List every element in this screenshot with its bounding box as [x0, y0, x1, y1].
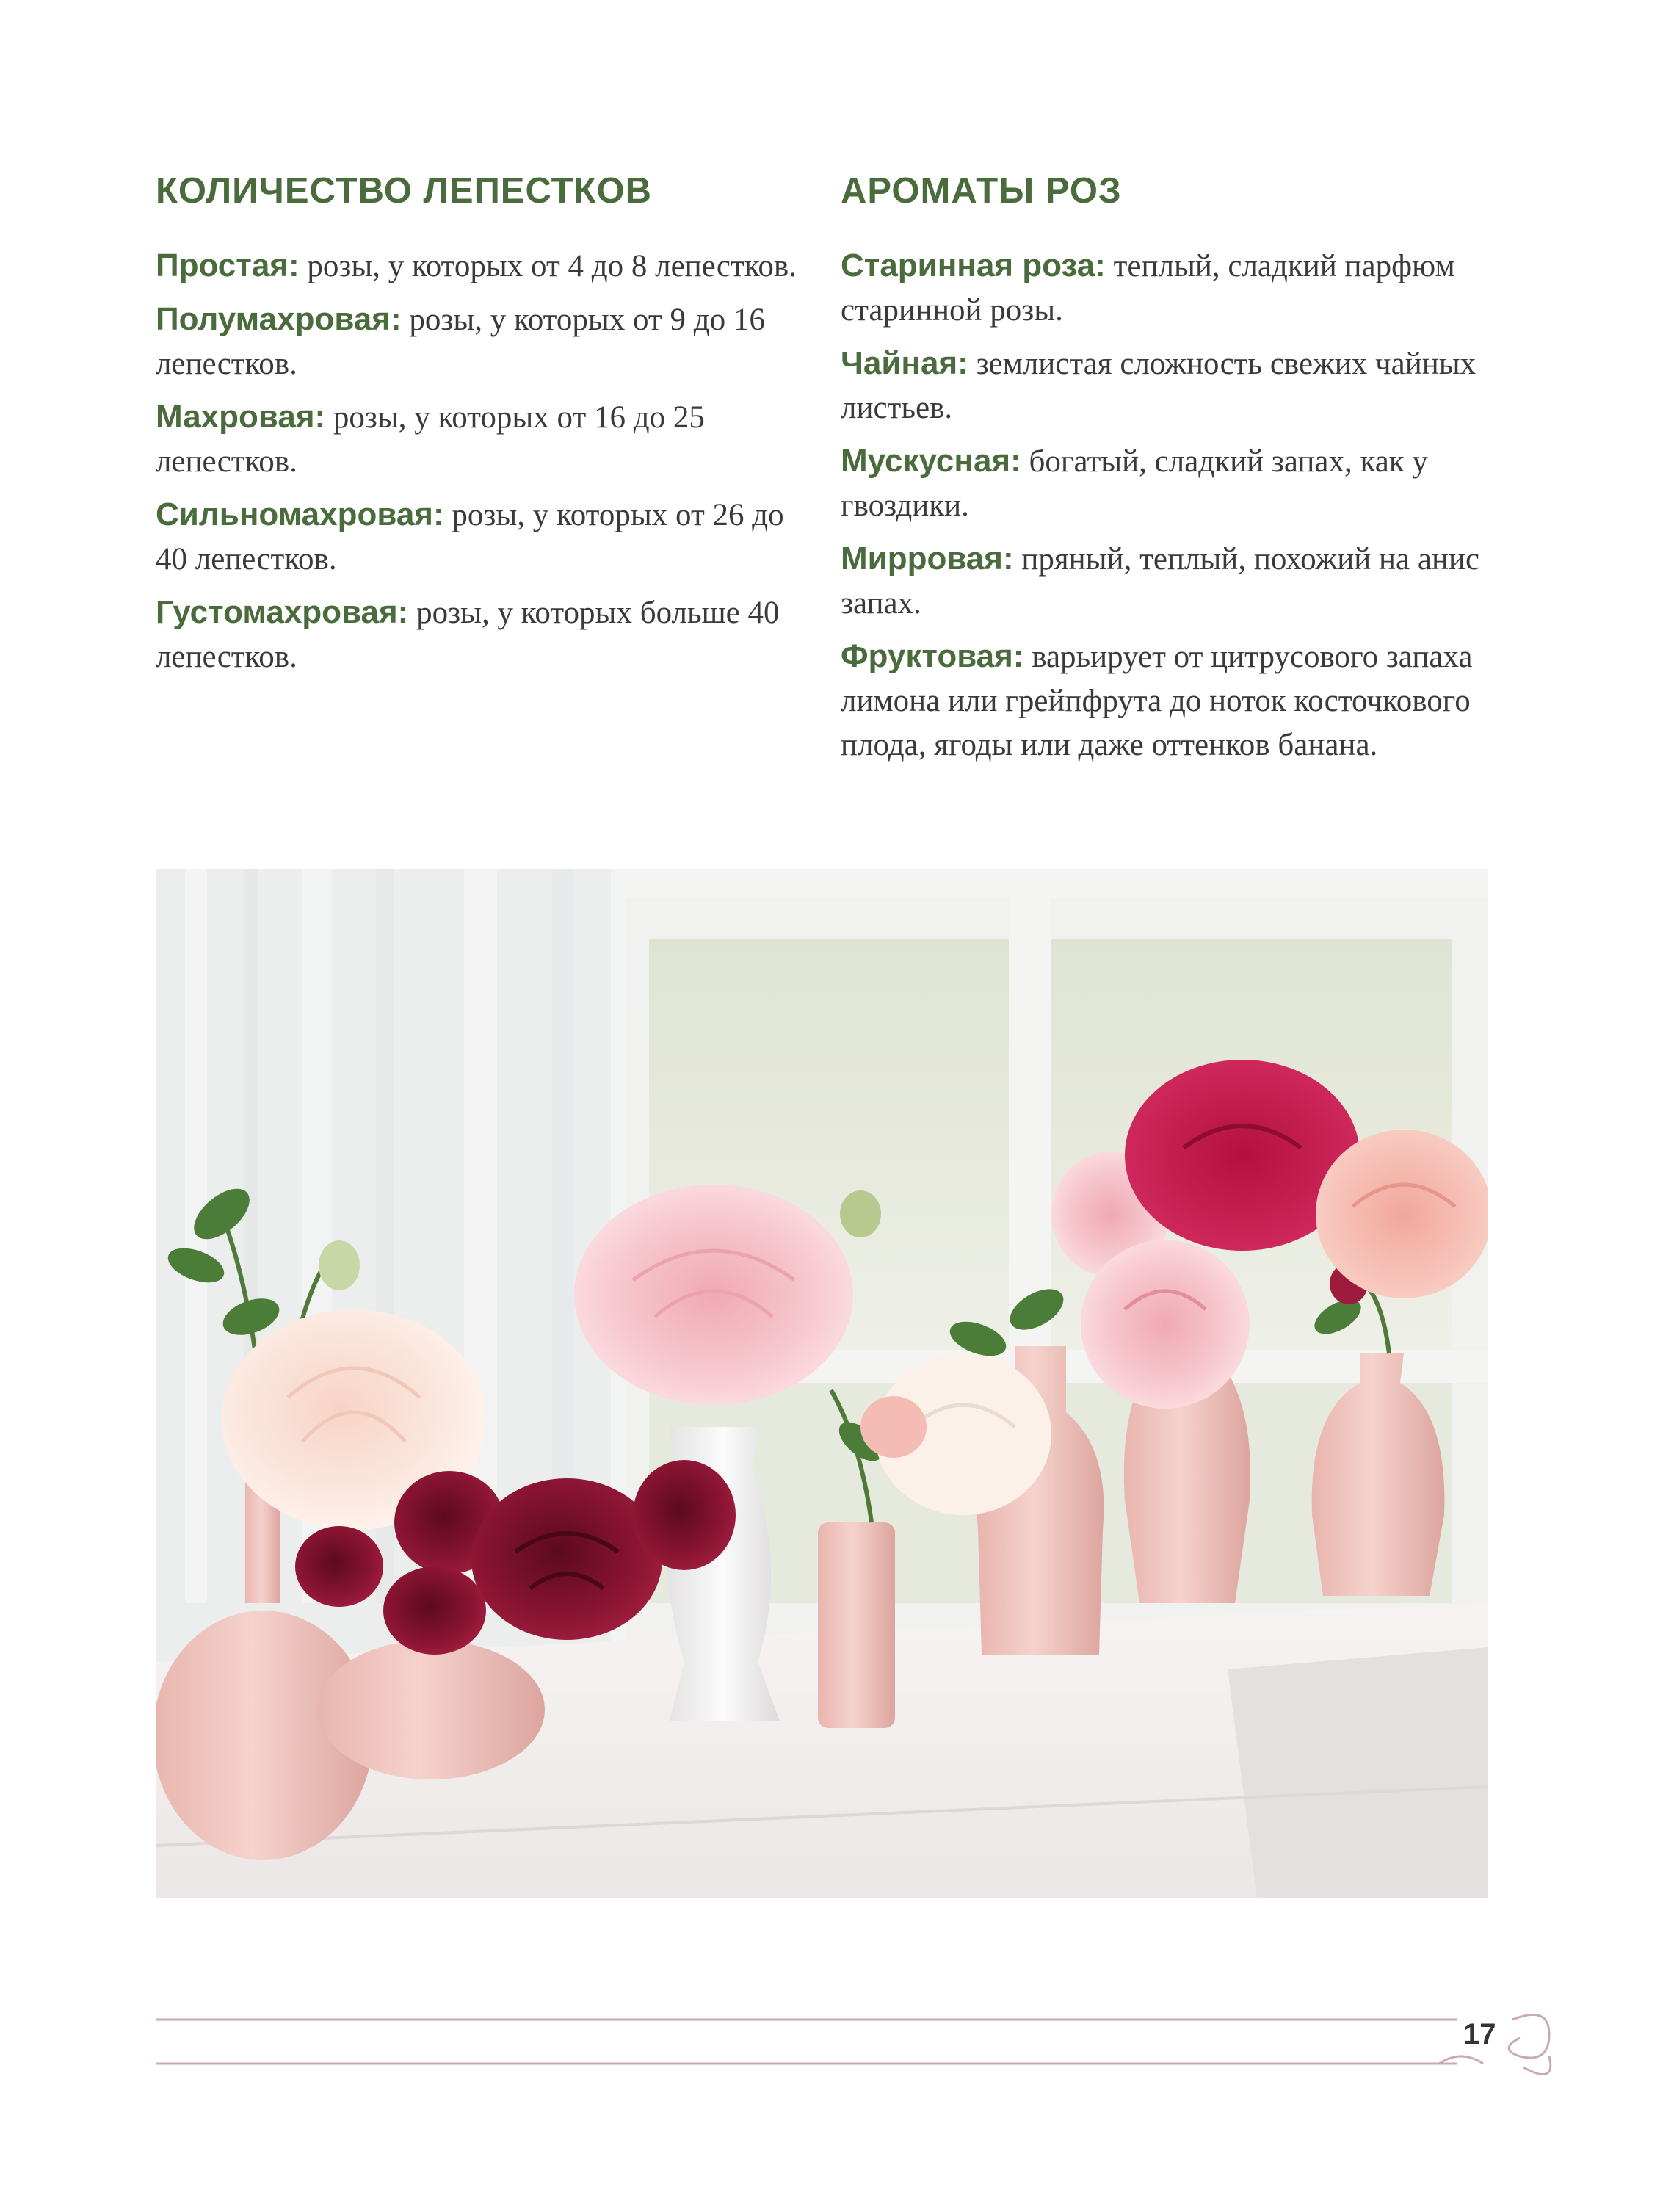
page-number: 17 — [1463, 2018, 1496, 2050]
entry-text: варьирует от цитрусового запаха лимона или грейпфрута до ноток косточкового плода, ягоды или даже оттенков банана. — [841, 640, 1473, 762]
entry-text: богатый, сладкий запах, как у гвоздики. — [841, 444, 1428, 523]
entry-term: Мирровая: — [841, 541, 1014, 577]
entry-tea — [841, 341, 1505, 430]
footer-ornament — [0, 2005, 1674, 2093]
entry-term: Сильномахровая: — [156, 496, 444, 532]
entry-text: розы, у которых больше 40 лепестков. — [156, 596, 780, 674]
entry-term: Фруктовая: — [841, 638, 1024, 674]
entry-term: Махровая: — [156, 399, 326, 435]
page-footer — [0, 2005, 1674, 2093]
entry-simple — [156, 244, 802, 289]
entry-term: Густомахровая: — [156, 594, 409, 630]
petal-count-section — [156, 169, 802, 688]
section-title-fragrances: АРОМАТЫ РОЗ — [841, 171, 1122, 211]
entry-very-double — [156, 493, 802, 582]
entry-text: розы, у которых от 26 до 40 лепестков. — [156, 498, 784, 577]
entry-full-double — [156, 590, 802, 679]
entry-musk — [841, 439, 1505, 528]
section-title-petals: КОЛИЧЕСТВО ЛЕПЕСТКОВ — [156, 171, 652, 211]
pink-ruffled-rose — [574, 1185, 853, 1405]
entry-double — [156, 395, 802, 484]
roses-in-vases-photo — [156, 869, 1488, 1898]
fragrance-section — [841, 169, 1505, 776]
entry-term: Чайная: — [841, 345, 968, 381]
entry-semi-double — [156, 297, 802, 386]
entry-term: Простая: — [156, 247, 300, 283]
entry-fruity — [841, 635, 1505, 767]
entry-old-rose — [841, 244, 1505, 333]
entry-term: Полумахровая: — [156, 301, 402, 337]
entry-myrrh — [841, 537, 1505, 626]
roses-illustration — [156, 869, 1488, 1898]
entry-text: теплый, сладкий парфюм старинной розы. — [841, 249, 1455, 328]
entry-text: розы, у которых от 4 до 8 лепестков. — [299, 249, 797, 283]
entry-text: пряный, теплый, похожий на анис запах. — [841, 542, 1480, 621]
peach-pink-rose — [1316, 1130, 1488, 1298]
entry-text: розы, у которых от 9 до 16 лепестков. — [156, 303, 765, 381]
entry-text: землистая сложность свежих чайных листьев. — [841, 347, 1476, 425]
entry-term: Мускусная: — [841, 443, 1021, 479]
entry-term: Старинная роза: — [841, 247, 1106, 283]
entry-text: розы, у которых от 16 до 25 лепестков. — [156, 400, 705, 479]
